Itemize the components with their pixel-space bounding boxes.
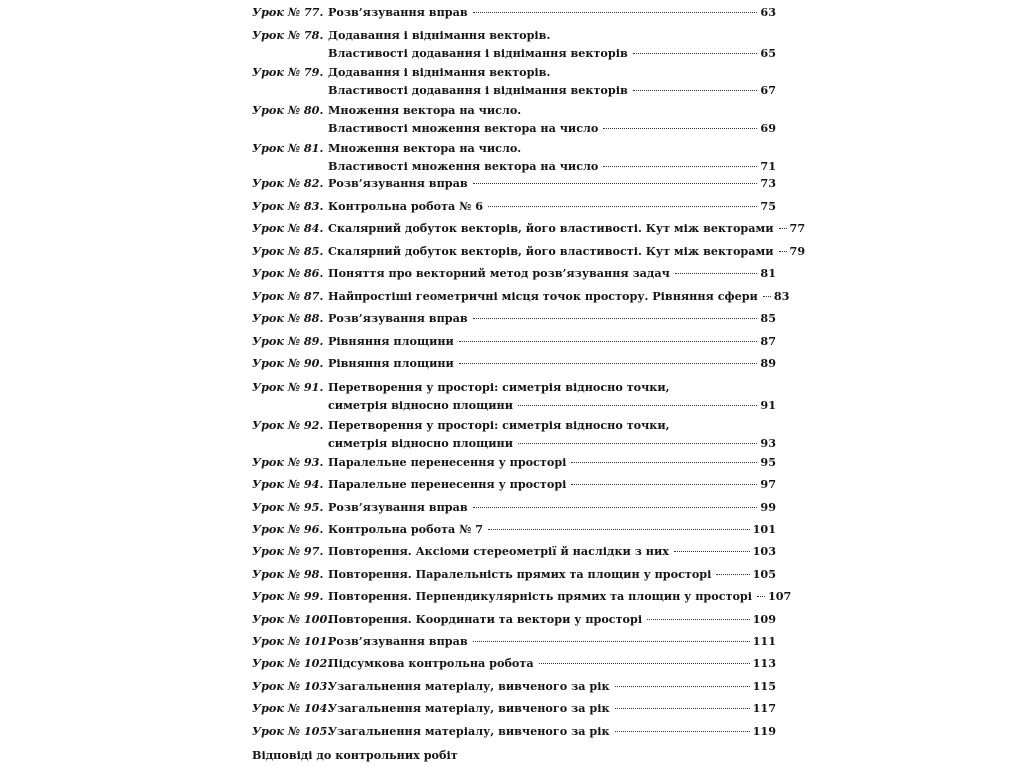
page-number: 115: [752, 679, 776, 693]
lesson-title: Перетворення у просторі: симетрія відносно точки,: [328, 418, 670, 432]
lesson-title: Властивості множення вектора на число: [328, 159, 599, 173]
toc-line: [252, 65, 550, 80]
dot-leader: [539, 663, 750, 664]
dot-leader: [473, 507, 758, 508]
toc-line: [252, 266, 776, 281]
page-number: 81: [760, 266, 776, 280]
page-number: 77: [789, 221, 806, 235]
dot-leader: [488, 206, 757, 207]
toc-line: [252, 5, 776, 20]
dot-leader: [459, 341, 758, 342]
toc-line: [252, 221, 806, 236]
page-number: 103: [752, 544, 776, 558]
lesson-title: Повторення. Паралельність прямих та площин у просторі: [328, 567, 712, 581]
lesson-number: Урок № 81.: [252, 141, 324, 155]
lesson-title: Підсумкова контрольна робота: [328, 656, 534, 670]
lesson-title: Контрольна робота № 6: [328, 199, 483, 213]
page-number: 95: [760, 455, 776, 469]
dot-leader: [779, 251, 787, 252]
page-number: 113: [752, 656, 776, 670]
toc-line: [252, 141, 521, 156]
dot-leader: [571, 462, 757, 463]
dot-leader: [488, 529, 750, 530]
toc-line: [252, 701, 776, 716]
lesson-title: Властивості додавання і віднімання векторів: [328, 83, 628, 97]
dot-leader: [757, 596, 765, 597]
dot-leader: [779, 228, 787, 229]
lesson-number: Урок № 93.: [252, 455, 324, 469]
lesson-number: Урок № 78.: [252, 28, 324, 42]
dot-leader: [633, 90, 758, 91]
lesson-title: симетрія відносно площини: [328, 436, 514, 450]
page-number: 101: [752, 522, 776, 536]
toc-line: [252, 83, 776, 98]
lesson-number: Урок № 94.: [252, 477, 324, 491]
page-number: 63: [760, 5, 776, 19]
lesson-title: Властивості множення вектора на число: [328, 121, 599, 135]
toc-line: [252, 522, 776, 537]
toc-line: [252, 567, 776, 582]
toc-line: [252, 612, 776, 627]
lesson-title: Рівняння площини: [328, 356, 454, 370]
page-number: 83: [773, 289, 790, 303]
lesson-number: Урок № 83.: [252, 199, 324, 213]
toc-line: [252, 244, 806, 259]
dot-leader: [473, 12, 758, 13]
answers-section-title: Відповіді до контрольних робіт: [252, 748, 458, 762]
lesson-number: Урок № 100.: [252, 612, 332, 626]
dot-leader: [647, 619, 750, 620]
lesson-title: Узагальнення матеріалу, вивченого за рік: [328, 679, 610, 693]
lesson-title: Паралельне перенесення у просторі: [328, 455, 567, 469]
dot-leader: [473, 183, 758, 184]
lesson-title: Узагальнення матеріалу, вивченого за рік: [328, 701, 610, 715]
page-number: 85: [760, 311, 776, 325]
dot-leader: [716, 574, 749, 575]
lesson-title: Скалярний добуток векторів, його властивості. Кут між векторами: [328, 244, 774, 258]
dot-leader: [615, 686, 750, 687]
page-number: 105: [752, 567, 776, 581]
dot-leader: [571, 484, 757, 485]
toc-line: [252, 500, 776, 515]
toc-line: [252, 334, 776, 349]
toc-line: [252, 477, 776, 492]
page-number: 69: [760, 121, 776, 135]
lesson-title: Множення вектора на число.: [328, 141, 522, 155]
dot-leader: [603, 128, 757, 129]
lesson-title: Узагальнення матеріалу, вивченого за рік: [328, 724, 610, 738]
lesson-number: Урок № 84.: [252, 221, 324, 235]
lesson-title: симетрія відносно площини: [328, 398, 514, 412]
page-number: 67: [760, 83, 776, 97]
dot-leader: [615, 731, 750, 732]
page-number: 79: [789, 244, 806, 258]
page-number: 97: [760, 477, 776, 491]
lesson-title: Повторення. Перпендикулярність прямих та площин у просторі: [328, 589, 752, 603]
lesson-title: Найпростіші геометричні місця точок простору. Рівняння сфери: [328, 289, 758, 303]
lesson-number: Урок № 97.: [252, 544, 324, 558]
toc-line: [252, 121, 776, 136]
dot-leader: [459, 363, 758, 364]
page-number: 119: [752, 724, 776, 738]
page-number: 75: [760, 199, 776, 213]
dot-leader: [518, 443, 757, 444]
dot-leader: [633, 53, 758, 54]
page-number: 109: [752, 612, 776, 626]
toc-line: [252, 544, 776, 559]
lesson-number: Урок № 105.: [252, 724, 332, 738]
toc-line: [252, 634, 776, 649]
lesson-number: Урок № 96.: [252, 522, 324, 536]
lesson-title: Розв’язування вправ: [328, 311, 468, 325]
toc-line: [252, 380, 670, 395]
lesson-number: Урок № 82.: [252, 176, 324, 190]
lesson-number: Урок № 95.: [252, 500, 324, 514]
toc-line: [252, 103, 521, 118]
lesson-title: Додавання і віднімання векторів.: [328, 28, 551, 42]
page-number: 99: [760, 500, 776, 514]
lesson-number: Урок № 92.: [252, 418, 324, 432]
toc-line: [252, 46, 776, 61]
dot-leader: [473, 318, 758, 319]
lesson-title: Перетворення у просторі: симетрія відносно точки,: [328, 380, 670, 394]
lesson-title: Розв’язування вправ: [328, 500, 468, 514]
dot-leader: [518, 405, 757, 406]
lesson-title: Скалярний добуток векторів, його властивості. Кут між векторами: [328, 221, 774, 235]
lesson-number: Урок № 86.: [252, 266, 324, 280]
toc-line: [252, 656, 776, 671]
dot-leader: [763, 296, 771, 297]
lesson-title: Повторення. Аксіоми стереометрії й наслідки з них: [328, 544, 669, 558]
lesson-number: Урок № 104.: [252, 701, 332, 715]
page-number: 87: [760, 334, 776, 348]
toc-line: [252, 436, 776, 451]
toc-line: [252, 289, 790, 304]
lesson-number: Урок № 85.: [252, 244, 324, 258]
lesson-number: Урок № 80.: [252, 103, 324, 117]
toc-line: [252, 28, 550, 43]
dot-leader: [674, 551, 750, 552]
toc-line: [252, 398, 776, 413]
toc-line: [252, 679, 776, 694]
lesson-number: Урок № 90.: [252, 356, 324, 370]
lesson-title: Множення вектора на число.: [328, 103, 522, 117]
lesson-number: Урок № 91.: [252, 380, 324, 394]
lesson-title: Поняття про векторний метод розв’язування задач: [328, 266, 670, 280]
toc-line: [252, 311, 776, 326]
lesson-title: Розв’язування вправ: [328, 634, 468, 648]
page-number: 111: [752, 634, 776, 648]
lesson-number: Урок № 102.: [252, 656, 332, 670]
dot-leader: [473, 641, 750, 642]
toc-line: [252, 356, 776, 371]
toc-line: [252, 199, 776, 214]
lesson-number: Урок № 89.: [252, 334, 324, 348]
lesson-number: Урок № 88.: [252, 311, 324, 325]
page-number: 117: [752, 701, 776, 715]
lesson-title: Розв’язування вправ: [328, 5, 468, 19]
page-number: 71: [760, 159, 776, 173]
dot-leader: [615, 708, 750, 709]
lesson-title: Повторення. Координати та вектори у просторі: [328, 612, 643, 626]
lesson-title: Рівняння площини: [328, 334, 454, 348]
lesson-number: Урок № 99.: [252, 589, 324, 603]
page-number: 73: [760, 176, 776, 190]
lesson-number: Урок № 101.: [252, 634, 332, 648]
lesson-number: Урок № 87.: [252, 289, 324, 303]
toc-line: [252, 159, 776, 174]
lesson-number: Урок № 77.: [252, 5, 324, 19]
lesson-title: Паралельне перенесення у просторі: [328, 477, 567, 491]
toc-line: [252, 724, 776, 739]
page-number: 89: [760, 356, 776, 370]
lesson-title: Контрольна робота № 7: [328, 522, 483, 536]
toc-line: [252, 589, 792, 604]
page-number: 65: [760, 46, 776, 60]
dot-leader: [603, 166, 757, 167]
lesson-number: Урок № 103.: [252, 679, 332, 693]
toc-line: [252, 176, 776, 191]
toc-line: [252, 455, 776, 470]
page-number: 91: [760, 398, 776, 412]
lesson-title: Розв’язування вправ: [328, 176, 468, 190]
lesson-title: Додавання і віднімання векторів.: [328, 65, 551, 79]
page-number: 107: [767, 589, 792, 603]
lesson-number: Урок № 79.: [252, 65, 324, 79]
dot-leader: [675, 273, 758, 274]
lesson-number: Урок № 98.: [252, 567, 324, 581]
lesson-title: Властивості додавання і віднімання векторів: [328, 46, 628, 60]
page-number: 93: [760, 436, 776, 450]
toc-line: [252, 418, 670, 433]
